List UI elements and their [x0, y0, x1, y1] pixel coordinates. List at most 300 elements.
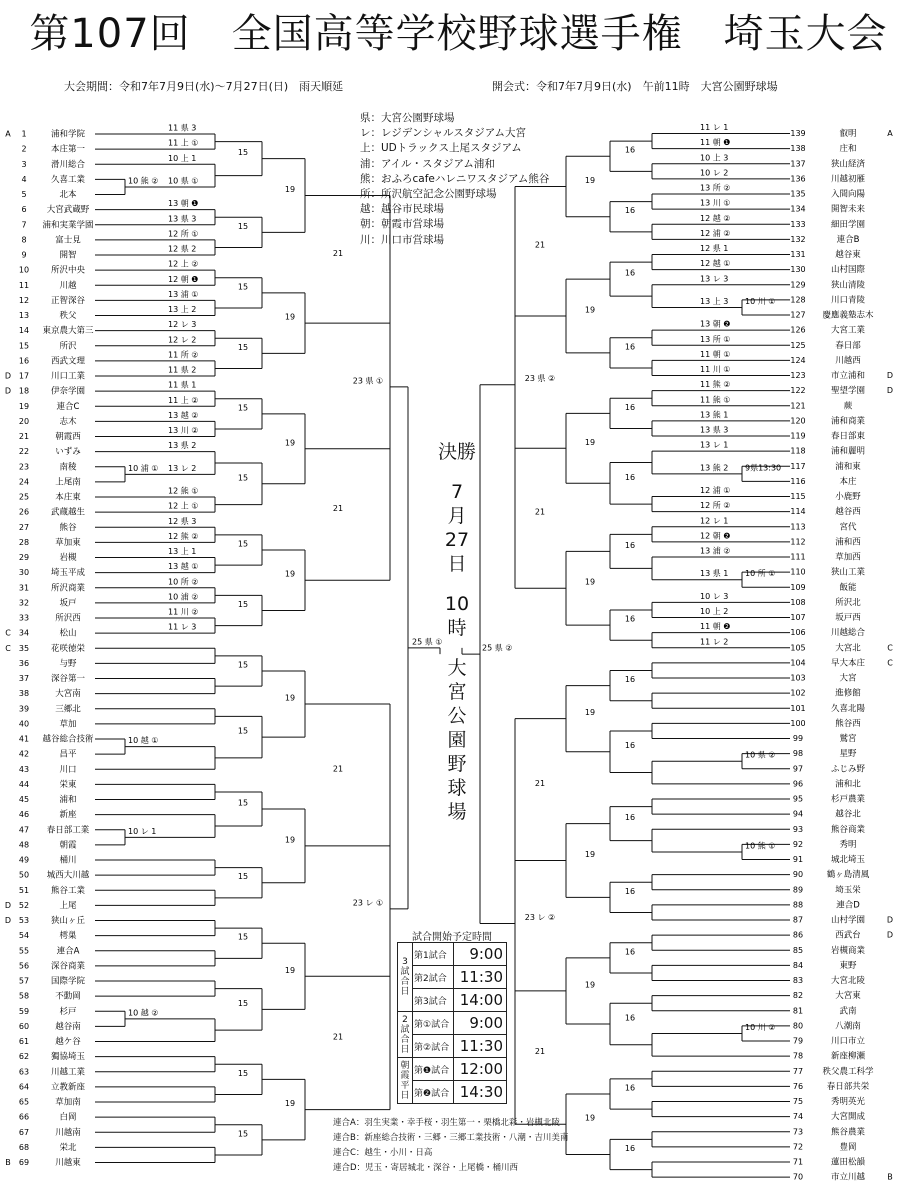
- round3-label: 16: [624, 540, 636, 550]
- round2-label: 12 熊 ①: [168, 486, 199, 496]
- team-number: 119: [790, 431, 806, 441]
- team-number: 124: [790, 355, 806, 365]
- team-number: 31: [18, 583, 30, 593]
- team-number: 88: [792, 900, 804, 910]
- team-number: 51: [18, 885, 30, 895]
- round4-label: 19: [284, 693, 296, 703]
- team-name: 新座: [59, 810, 77, 821]
- team-number: 79: [792, 1036, 804, 1046]
- seed-mark: B: [887, 1172, 893, 1182]
- team-number: 10: [18, 265, 30, 275]
- team-name: 国際学院: [50, 976, 86, 987]
- round3-label: 15: [237, 148, 249, 158]
- round2-label: 12 レ 2: [168, 335, 197, 345]
- round3-label: 15: [237, 798, 249, 808]
- team-name: 所沢中央: [50, 265, 86, 276]
- team-number: 16: [18, 356, 30, 366]
- team-number: 13: [18, 311, 30, 320]
- round2-label: 12 朝 ❷: [700, 531, 731, 541]
- schedule-game: 第②試合: [413, 1035, 454, 1058]
- final-char: 日: [447, 553, 467, 575]
- team-number: 136: [790, 174, 806, 184]
- schedule-time: 11:30: [454, 1035, 507, 1058]
- final-char: 27: [444, 529, 470, 551]
- team-number: 84: [792, 960, 804, 970]
- round2-label: 10 県 ①: [168, 176, 199, 186]
- schedule-game: 第❶試合: [413, 1058, 454, 1081]
- team-name: 深谷第一: [50, 674, 86, 684]
- seed-mark: D: [886, 371, 894, 380]
- team-name: 武蔵越生: [50, 507, 86, 518]
- team-name: 上尾: [59, 900, 77, 911]
- team-name: 大宮北陵: [830, 976, 866, 986]
- team-name: 浦和西: [835, 537, 861, 548]
- team-name: 越谷総合技術: [42, 734, 94, 745]
- seed-mark: D: [886, 386, 894, 396]
- round3-label: 15: [237, 872, 249, 882]
- team-name: 草加南: [55, 1097, 81, 1108]
- team-number: 93: [792, 824, 804, 834]
- team-name: 獨協埼玉: [50, 1052, 86, 1063]
- round2-label: 12 越 ①: [700, 259, 731, 269]
- team-name: 深谷商業: [50, 961, 86, 972]
- seed-mark: D: [4, 916, 12, 925]
- final-char: 野: [447, 753, 467, 775]
- team-number: 134: [790, 204, 806, 214]
- team-name: 川越初雁: [830, 174, 866, 185]
- team-name: 狭山工業: [830, 567, 866, 578]
- team-number: 104: [790, 658, 806, 668]
- team-name: 川越西: [835, 355, 861, 366]
- team-number: 135: [790, 189, 806, 199]
- team-name: 鶴ヶ島清風: [826, 870, 870, 881]
- round3-label: 16: [624, 1083, 636, 1093]
- seed-mark: A: [887, 129, 893, 138]
- semi-label: 23 県 ②: [524, 374, 556, 384]
- round2-label: 13 越 ①: [168, 562, 199, 572]
- team-number: 67: [18, 1127, 30, 1137]
- round2-label: 10 浦 ②: [168, 592, 199, 602]
- round3-label: 15: [237, 473, 249, 483]
- team-name: 大宮工業: [830, 325, 866, 336]
- round3-label: 16: [624, 741, 636, 751]
- round2-label: 13 レ 1: [700, 440, 729, 450]
- round2-label: 11 県 2: [168, 365, 197, 375]
- team-name: 桶川: [59, 855, 77, 866]
- round2-label: 13 所 ②: [700, 183, 731, 193]
- tournament-period: 大会期間：令和7年7月9日(水)～7月27日(日) 雨天順延: [64, 80, 344, 93]
- seed-mark: C: [5, 628, 11, 638]
- team-name: 聖望学園: [830, 386, 866, 397]
- round2-label: 12 朝 ❶: [168, 274, 199, 284]
- team-number: 47: [18, 825, 30, 835]
- team-number: 115: [790, 492, 806, 501]
- round4-label: 19: [584, 577, 596, 587]
- final-label: 決勝: [437, 441, 476, 463]
- team-number: 44: [18, 779, 30, 789]
- round2-label: 12 所 ②: [700, 501, 731, 511]
- team-name: 与野: [59, 658, 77, 669]
- round2-label: 10 上 3: [700, 153, 729, 163]
- round3-label: 15: [237, 1129, 249, 1139]
- team-name: 山村学園: [830, 915, 866, 926]
- round2-label: 13 所 ①: [700, 334, 731, 344]
- round2-label: 12 レ 1: [700, 516, 729, 526]
- team-number: 74: [792, 1112, 804, 1122]
- final-char: 公: [447, 705, 467, 727]
- team-number: 14: [18, 326, 30, 336]
- team-number: 49: [18, 855, 30, 865]
- team-number: 129: [790, 280, 806, 290]
- team-number: 114: [790, 507, 806, 517]
- team-name: 朝霞: [59, 840, 77, 851]
- team-number: 110: [790, 567, 806, 577]
- team-name: 久喜北陽: [830, 703, 866, 714]
- team-name: 豊岡: [839, 1142, 857, 1153]
- schedule-time: 14:30: [454, 1081, 507, 1104]
- round2-label: 12 越 ②: [700, 213, 731, 223]
- team-name: 草加西: [835, 552, 861, 563]
- team-name: 草加: [59, 719, 77, 730]
- round2-label: 12 熊 ②: [168, 531, 199, 541]
- semi-label: 23 レ ②: [524, 913, 556, 923]
- semi-label: 23 県 ①: [352, 376, 384, 386]
- schedule-row: [398, 1012, 507, 1035]
- team-number: 25: [18, 492, 30, 502]
- schedule-game: 第①試合: [413, 1012, 454, 1035]
- team-number: 60: [18, 1021, 30, 1031]
- team-number: 82: [792, 991, 804, 1001]
- team-name: 川越南: [55, 1127, 81, 1138]
- round2-label: 11 朝 ❷: [700, 622, 731, 632]
- schedule-table: [397, 928, 507, 1104]
- round1-label: 9県13:30: [745, 463, 782, 473]
- round3-label: 15: [237, 221, 249, 231]
- round2-label: 12 県 2: [168, 244, 197, 254]
- team-name: 上尾南: [55, 477, 81, 488]
- round3-label: 16: [624, 1013, 636, 1023]
- team-number: 59: [18, 1006, 30, 1016]
- round5-label: 21: [534, 240, 546, 250]
- team-number: 4: [21, 174, 27, 184]
- round3-label: 16: [624, 472, 636, 482]
- round5-label: 21: [332, 1032, 344, 1042]
- round5-label: 21: [534, 779, 546, 789]
- team-number: 48: [18, 840, 30, 850]
- venue-item: 浦：アイル・スタジアム浦和: [360, 157, 495, 170]
- final-label: 25 県 ①: [412, 637, 443, 647]
- final-char: 場: [447, 801, 467, 823]
- schedule-game: 第1試合: [413, 943, 454, 966]
- team-number: 18: [18, 386, 30, 396]
- round2-label: 10 レ 2: [700, 168, 729, 178]
- team-number: 54: [18, 931, 30, 941]
- team-name: 東野: [839, 960, 857, 971]
- team-name: 越谷南: [55, 1021, 81, 1032]
- seed-mark: C: [887, 643, 893, 653]
- team-number: 36: [18, 658, 30, 668]
- team-number: 41: [18, 734, 30, 744]
- seed-mark: A: [5, 129, 11, 139]
- team-name: 西武文理: [50, 356, 86, 367]
- round2-label: 13 朝 ❷: [700, 319, 731, 329]
- team-name: 杉戸農業: [830, 794, 866, 805]
- schedule-game: 第3試合: [413, 989, 454, 1012]
- team-name: 正智深谷: [50, 295, 86, 306]
- team-number: 39: [18, 704, 30, 714]
- seed-mark: D: [4, 371, 12, 381]
- round4-label: 19: [284, 835, 296, 845]
- round1-label: 10 熊 ①: [745, 841, 776, 851]
- team-number: 62: [18, 1052, 30, 1062]
- team-number: 32: [18, 598, 30, 608]
- team-name: 栄東: [59, 779, 77, 790]
- round1-label: 10 熊 ②: [128, 176, 159, 186]
- team-number: 125: [790, 340, 806, 350]
- team-number: 118: [790, 446, 806, 456]
- team-name: 新座柳瀬: [830, 1051, 866, 1062]
- team-number: 97: [792, 764, 804, 774]
- round4-label: 19: [284, 569, 296, 579]
- team-name: 杉戸: [59, 1006, 77, 1017]
- venue-legend: [360, 111, 549, 248]
- round3-label: 16: [624, 402, 636, 412]
- union-notes: [333, 1116, 568, 1176]
- team-name: 春日部: [835, 340, 861, 351]
- team-name: 狭山経済: [830, 159, 866, 170]
- team-number: 127: [790, 310, 806, 320]
- team-number: 46: [18, 810, 30, 820]
- final-label: 25 県 ②: [482, 643, 513, 653]
- team-number: 26: [18, 507, 30, 517]
- round2-label: 13 朝 ❶: [168, 199, 199, 209]
- team-name: 所沢西: [55, 613, 81, 624]
- team-number: 113: [790, 522, 806, 532]
- round5-label: 21: [534, 1047, 546, 1057]
- schedule-row: [398, 966, 507, 989]
- team-name: 早大本庄: [830, 658, 866, 669]
- round3-label: 15: [237, 1068, 249, 1078]
- round2-label: 11 朝 ❶: [700, 138, 731, 148]
- team-name: 熊谷商業: [830, 824, 866, 835]
- team-name: 春日部工業: [46, 825, 90, 836]
- schedule-day-type: 2試合日: [398, 1012, 413, 1058]
- round3-label: 16: [624, 1143, 636, 1153]
- team-number: 102: [790, 688, 806, 698]
- round2-label: 12 レ 3: [168, 320, 197, 330]
- schedule-grid: [397, 942, 507, 1104]
- team-number: 72: [792, 1142, 804, 1152]
- union-note: 連合C：越生・小川・日高: [333, 1148, 433, 1158]
- team-name: 大宮: [839, 673, 857, 684]
- round3-label: 15: [237, 998, 249, 1008]
- schedule-heading: 試合開始予定時間: [412, 932, 492, 943]
- round3-label: 15: [237, 342, 249, 352]
- team-name: 鷲宮: [839, 734, 857, 744]
- union-note: 連合A：羽生実業・幸手桜・羽生第一・栗橋北彩・岩槻北陵: [333, 1118, 560, 1128]
- round2-label: 12 浦 ②: [700, 228, 731, 238]
- schedule-row: [398, 1058, 507, 1081]
- team-name: 武南: [839, 1006, 857, 1017]
- round3-label: 16: [624, 947, 636, 957]
- team-number: 95: [792, 794, 804, 804]
- team-number: 91: [792, 855, 804, 864]
- team-name: 秩父: [59, 311, 77, 321]
- team-number: 50: [18, 870, 30, 880]
- round2-label: 11 県 3: [168, 123, 197, 133]
- team-name: 草加東: [55, 537, 81, 548]
- team-name: 春日部東: [830, 431, 866, 442]
- final-time: [435, 592, 479, 640]
- team-name: 栄北: [59, 1142, 77, 1153]
- union-note: 連合D：児玉・寄居城北・深谷・上尾橋・桶川西: [333, 1163, 519, 1173]
- round4-label: 19: [584, 175, 596, 185]
- round2-label: 12 所 ①: [168, 229, 199, 239]
- team-name: 埼玉平成: [50, 568, 86, 579]
- venue-item: 上：UDトラックス上尾スタジアム: [360, 142, 522, 155]
- round2-label: 13 レ 3: [700, 274, 729, 284]
- schedule-time: 9:00: [454, 943, 507, 966]
- team-name: 入間向陽: [830, 189, 866, 200]
- seed-mark: C: [887, 658, 893, 668]
- team-number: 45: [18, 795, 30, 804]
- team-number: 100: [790, 718, 806, 728]
- schedule-row: [398, 943, 507, 966]
- team-name: 連合A: [56, 946, 80, 957]
- team-number: 130: [790, 265, 806, 275]
- team-name: 浦和麗明: [830, 446, 866, 457]
- final-char: 大: [447, 657, 467, 679]
- round4-label: 19: [284, 438, 296, 448]
- team-number: 9: [21, 250, 27, 260]
- seed-mark: C: [5, 643, 11, 653]
- team-name: 浦和: [59, 795, 77, 805]
- seed-mark: B: [5, 1158, 11, 1167]
- round2-label: 11 熊 ②: [700, 380, 731, 390]
- team-name: 川口青陵: [830, 295, 866, 306]
- team-number: 96: [792, 779, 804, 789]
- team-number: 103: [790, 673, 806, 683]
- team-number: 76: [792, 1081, 804, 1091]
- team-name: 熊谷工業: [50, 885, 86, 896]
- team-number: 132: [790, 234, 806, 244]
- round3-label: 16: [624, 268, 636, 278]
- team-number: 43: [18, 764, 30, 774]
- team-name: 越ケ谷: [55, 1037, 81, 1047]
- round2-label: 13 熊 1: [700, 410, 729, 420]
- team-number: 123: [790, 371, 806, 380]
- team-number: 128: [790, 295, 806, 305]
- round1-label: 10 所 ①: [745, 569, 776, 579]
- round4-label: 19: [284, 1099, 296, 1109]
- team-name: 大宮北: [835, 643, 861, 654]
- team-number: 8: [21, 235, 27, 245]
- final-venue: [435, 656, 479, 824]
- opening-ceremony: 開会式：令和7年7月9日(水) 午前11時 大宮公園野球場: [492, 80, 778, 93]
- round3-label: 15: [237, 660, 249, 670]
- team-number: 27: [18, 522, 30, 532]
- round5-label: 21: [332, 248, 344, 258]
- team-number: 122: [790, 386, 806, 396]
- team-name: 浦和東: [835, 461, 861, 472]
- team-name: 志木: [59, 416, 77, 427]
- round2-label: 13 川 ②: [168, 426, 199, 435]
- round4-label: 19: [284, 965, 296, 975]
- team-number: 15: [18, 341, 30, 351]
- round2-label: 11 レ 3: [168, 622, 197, 632]
- team-number: 52: [18, 900, 30, 910]
- seed-mark: D: [4, 386, 12, 396]
- round4-label: 19: [284, 312, 296, 322]
- round2-label: 11 上 ②: [168, 395, 199, 405]
- team-name: 昌平: [59, 749, 77, 760]
- round2-label: 13 レ 2: [168, 463, 197, 473]
- round3-label: 16: [624, 675, 636, 685]
- round2-label: 12 上 ①: [168, 501, 199, 511]
- team-name: 坂戸西: [835, 613, 861, 623]
- team-name: 八潮南: [835, 1021, 861, 1032]
- team-number: 131: [790, 250, 806, 259]
- team-name: 久喜工業: [50, 174, 86, 185]
- round2-label: 11 熊 ①: [700, 395, 731, 405]
- team-number: 85: [792, 945, 804, 955]
- team-number: 63: [18, 1067, 30, 1077]
- round2-label: 11 レ 1: [700, 123, 729, 132]
- schedule-day-type: 朝霞平日: [398, 1058, 413, 1104]
- team-number: 120: [790, 416, 806, 426]
- team-number: 98: [792, 749, 804, 759]
- round2-label: 13 県 3: [168, 214, 197, 224]
- team-name: 西武台: [835, 930, 861, 941]
- final-char: 球: [447, 777, 467, 799]
- team-number: 89: [792, 885, 804, 895]
- semi-label: 23 レ ①: [352, 898, 384, 908]
- team-number: 138: [790, 144, 806, 154]
- team-number: 99: [792, 734, 804, 743]
- round2-label: 11 所 ②: [168, 350, 199, 360]
- team-number: 81: [792, 1006, 804, 1016]
- round2-label: 11 川 ②: [168, 607, 199, 617]
- round2-label: 10 上 1: [168, 153, 197, 163]
- round3-label: 15: [237, 282, 249, 292]
- team-name: 慶應義塾志木: [822, 310, 874, 321]
- team-number: 87: [792, 915, 804, 925]
- team-number: 58: [18, 991, 30, 1001]
- round2-label: 13 県 1: [700, 569, 729, 579]
- team-name: 伊奈学園: [50, 386, 86, 397]
- team-number: 3: [21, 159, 27, 169]
- round2-label: 13 浦 ②: [700, 546, 731, 556]
- final-char: 宮: [447, 681, 467, 703]
- team-number: 19: [18, 401, 30, 411]
- team-name: 連合B: [836, 234, 860, 245]
- schedule-row: [398, 1035, 507, 1058]
- team-name: 狭山ヶ丘: [50, 916, 86, 926]
- team-number: 65: [18, 1097, 30, 1107]
- team-number: 78: [792, 1051, 804, 1061]
- team-name: 川口市立: [830, 1036, 866, 1047]
- team-number: 139: [790, 129, 806, 138]
- team-name: 開智未来: [830, 204, 866, 215]
- round1-label: 10 県 ②: [745, 750, 776, 760]
- round2-label: 13 越 ②: [168, 410, 199, 420]
- team-name: 城北埼玉: [830, 855, 866, 865]
- team-name: 朝霞西: [55, 432, 81, 442]
- team-name: 山村国際: [830, 265, 866, 276]
- team-name: 蕨: [843, 401, 853, 412]
- team-name: 埼玉栄: [835, 885, 861, 896]
- round2-label: 13 上 3: [700, 296, 729, 306]
